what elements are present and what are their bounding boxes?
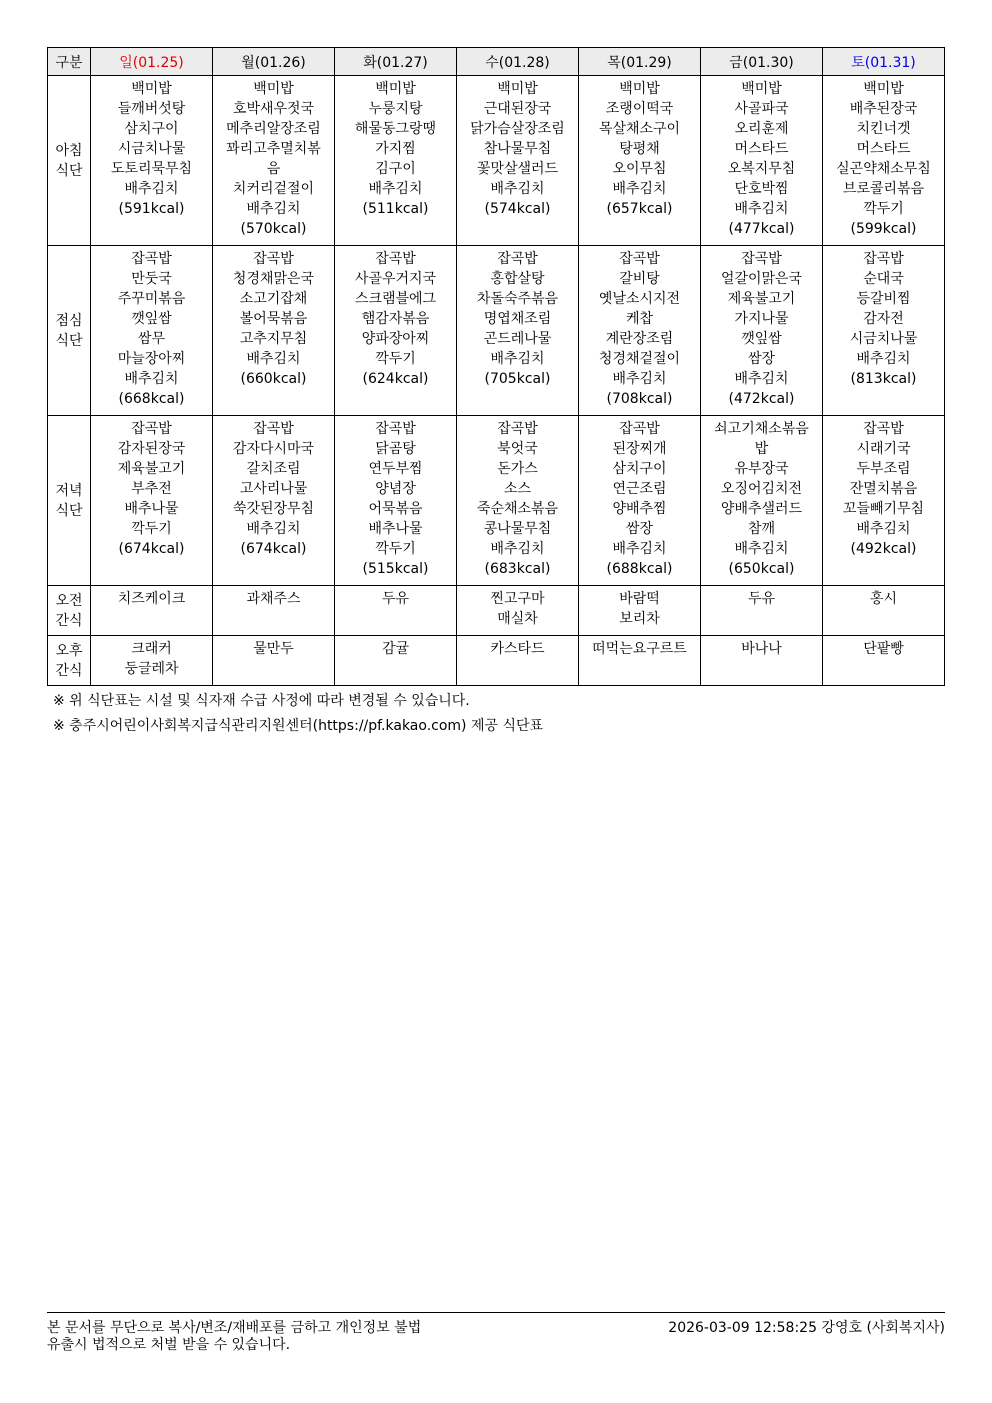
note-line: ※ 충주시어린이사회복지급식관리지원센터(https://pf.kakao.com) 제공 식단표 — [53, 718, 544, 734]
day-header-sun: 일(01.25) — [91, 48, 213, 76]
menu-cell-dinner-fri — [701, 416, 823, 586]
row-label-text: 저녁 — [55, 482, 83, 499]
menu-item: (668kcal) — [118, 391, 185, 407]
menu-item: 홍합살탕 — [490, 271, 545, 287]
menu-item: (650kcal) — [728, 561, 795, 577]
menu-item: 죽순채소볶음 — [476, 501, 559, 517]
menu-item: 감자된장국 — [117, 441, 186, 457]
menu-cell-afternoon-snack-wed — [457, 636, 579, 686]
menu-item: 감귤 — [381, 641, 410, 657]
menu-item: 볼어묵볶음 — [239, 311, 308, 327]
menu-cell-dinner-thu — [579, 416, 701, 586]
menu-item: 과채주스 — [246, 591, 301, 607]
menu-item: 참깨 — [747, 521, 776, 537]
menu-cell-afternoon-snack-thu — [579, 636, 701, 686]
menu-item: 감자전 — [863, 311, 904, 327]
menu-cell-morning-snack-thu — [579, 586, 701, 636]
menu-cell-lunch-sun — [91, 246, 213, 416]
menu-item: 단팥빵 — [863, 641, 904, 657]
menu-item: (660kcal) — [240, 371, 307, 387]
menu-item: 오징어김치전 — [720, 481, 803, 497]
menu-item: 연두부찜 — [368, 461, 423, 477]
note-line: ※ 위 식단표는 시설 및 식자재 수급 사정에 따라 변경될 수 있습니다. — [53, 693, 470, 709]
menu-item: (472kcal) — [728, 391, 795, 407]
menu-item: 백미밥 — [375, 81, 416, 97]
menu-item: 깍두기 — [863, 201, 904, 217]
row-breakfast — [48, 76, 945, 246]
menu-item: 잡곡밥 — [131, 421, 172, 437]
menu-cell-afternoon-snack-fri — [701, 636, 823, 686]
menu-item: 참나물무침 — [483, 141, 552, 157]
menu-cell-lunch-fri — [701, 246, 823, 416]
menu-cell-lunch-thu — [579, 246, 701, 416]
menu-item: 깍두기 — [375, 541, 416, 557]
menu-item: (683kcal) — [484, 561, 551, 577]
menu-item: 배추나물 — [368, 521, 423, 537]
menu-item: 실곤약채소무침 — [836, 161, 931, 177]
menu-item: 배추김치 — [856, 351, 911, 367]
menu-cell-lunch-mon — [213, 246, 335, 416]
menu-item: 배추된장국 — [849, 101, 918, 117]
menu-item: 쑥갓된장무침 — [232, 501, 315, 517]
menu-item: 오이무침 — [612, 161, 667, 177]
menu-item: 감자다시마국 — [232, 441, 315, 457]
row-label-morning-snack — [48, 586, 91, 636]
menu-item: 갈비탕 — [619, 271, 660, 287]
menu-item: 배추김치 — [612, 541, 667, 557]
menu-item: (674kcal) — [240, 541, 307, 557]
menu-item: 잡곡밥 — [253, 251, 294, 267]
menu-cell-afternoon-snack-tue — [335, 636, 457, 686]
menu-item: (477kcal) — [728, 221, 795, 237]
menu-item: 백미밥 — [619, 81, 660, 97]
row-label-text: 간식 — [55, 612, 83, 629]
menu-item: (515kcal) — [362, 561, 429, 577]
menu-item: 배추김치 — [612, 371, 667, 387]
menu-item: 치킨너겟 — [856, 121, 911, 137]
row-label-text: 식단 — [55, 162, 83, 179]
menu-item: 두유 — [381, 591, 410, 607]
menu-item: 백미밥 — [253, 81, 294, 97]
menu-item: 청경채맑은국 — [232, 271, 315, 287]
menu-item: 배추김치 — [734, 541, 789, 557]
menu-item: 둥글레차 — [124, 661, 179, 677]
menu-item: 북엇국 — [497, 441, 538, 457]
menu-item: 배추김치 — [734, 371, 789, 387]
menu-cell-morning-snack-sun — [91, 586, 213, 636]
menu-cell-breakfast-sat — [823, 76, 945, 246]
menu-cell-morning-snack-fri — [701, 586, 823, 636]
menu-cell-afternoon-snack-mon — [213, 636, 335, 686]
menu-item: 잔멸치볶음 — [849, 481, 918, 497]
row-label-breakfast — [48, 76, 91, 246]
menu-cell-morning-snack-sat — [823, 586, 945, 636]
row-label-text: 아침 — [55, 142, 83, 159]
menu-item: 잡곡밥 — [619, 251, 660, 267]
menu-item: 근대된장국 — [483, 101, 552, 117]
row-label-afternoon-snack — [48, 636, 91, 686]
menu-item: 잡곡밥 — [741, 251, 782, 267]
menu-item: (657kcal) — [606, 201, 673, 217]
menu-item: 시금치나물 — [117, 141, 186, 157]
menu-cell-lunch-wed — [457, 246, 579, 416]
menu-item: 바람떡 — [619, 591, 660, 607]
menu-item: 김구이 — [375, 161, 416, 177]
menu-item: 시래기국 — [856, 441, 911, 457]
menu-cell-dinner-tue — [335, 416, 457, 586]
menu-cell-morning-snack-wed — [457, 586, 579, 636]
day-header-thu: 목(01.29) — [579, 48, 701, 76]
menu-item: 백미밥 — [497, 81, 538, 97]
menu-item: 물만두 — [253, 641, 294, 657]
row-lunch — [48, 246, 945, 416]
menu-cell-breakfast-sun — [91, 76, 213, 246]
menu-item: 등갈비찜 — [856, 291, 911, 307]
menu-item: 백미밥 — [741, 81, 782, 97]
menu-item: 배추나물 — [124, 501, 179, 517]
footer-divider — [47, 1312, 945, 1313]
menu-item: (674kcal) — [118, 541, 185, 557]
menu-item: 매실차 — [497, 611, 538, 627]
footer-timestamp: 2026-03-09 12:58:25 강영호 (사회복지사) — [668, 1320, 945, 1336]
footer-disclaimer — [47, 1320, 421, 1354]
menu-cell-breakfast-mon — [213, 76, 335, 246]
menu-item: 카스타드 — [490, 641, 545, 657]
menu-cell-afternoon-snack-sat — [823, 636, 945, 686]
menu-item: 떠먹는요구르트 — [592, 641, 687, 657]
menu-item: 홍시 — [869, 591, 898, 607]
menu-item: 어묵볶음 — [368, 501, 423, 517]
menu-item: 주꾸미볶음 — [117, 291, 186, 307]
menu-cell-breakfast-wed — [457, 76, 579, 246]
menu-item: 양파장아찌 — [361, 331, 430, 347]
meal-plan-table — [47, 47, 945, 686]
menu-item: (599kcal) — [850, 221, 917, 237]
menu-item: (574kcal) — [484, 201, 551, 217]
menu-item: 깻잎쌈 — [131, 311, 172, 327]
menu-item: 사골우거지국 — [354, 271, 437, 287]
menu-item: (813kcal) — [850, 371, 917, 387]
menu-item: 갈치조림 — [246, 461, 301, 477]
menu-item: 깻잎쌈 — [741, 331, 782, 347]
menu-item: 두부조림 — [856, 461, 911, 477]
menu-item: (492kcal) — [850, 541, 917, 557]
menu-item: 가지찜 — [375, 141, 416, 157]
menu-item: 제육불고기 — [117, 461, 186, 477]
menu-item: (511kcal) — [362, 201, 429, 217]
menu-cell-morning-snack-mon — [213, 586, 335, 636]
row-afternoon-snack — [48, 636, 945, 686]
menu-item: 고추지무침 — [239, 331, 308, 347]
row-label-text: 식단 — [55, 502, 83, 519]
menu-item: 배추김치 — [246, 201, 301, 217]
row-label-dinner — [48, 416, 91, 586]
menu-cell-morning-snack-tue — [335, 586, 457, 636]
menu-item: 된장찌개 — [612, 441, 667, 457]
day-header-tue: 화(01.27) — [335, 48, 457, 76]
menu-item: 해물동그랑땡 — [354, 121, 437, 137]
menu-item: 잡곡밥 — [497, 251, 538, 267]
menu-item: 탕평채 — [619, 141, 660, 157]
menu-item: 삼치구이 — [612, 461, 667, 477]
menu-item: 단호박찜 — [734, 181, 789, 197]
menu-item: 청경채겉절이 — [598, 351, 681, 367]
menu-item: 배추김치 — [246, 521, 301, 537]
menu-item: 두유 — [747, 591, 776, 607]
menu-cell-dinner-sun — [91, 416, 213, 586]
menu-cell-breakfast-fri — [701, 76, 823, 246]
menu-item: 배추김치 — [734, 201, 789, 217]
menu-item: 제육불고기 — [727, 291, 796, 307]
menu-item: 깍두기 — [375, 351, 416, 367]
menu-item: 명엽채조림 — [483, 311, 552, 327]
menu-item: 배추김치 — [612, 181, 667, 197]
menu-item: 소스 — [503, 481, 532, 497]
menu-item: 계란장조림 — [605, 331, 674, 347]
menu-item: 삼치구이 — [124, 121, 179, 137]
menu-item: 백미밥 — [131, 81, 172, 97]
menu-item: 배추김치 — [490, 181, 545, 197]
menu-item: 시금치나물 — [849, 331, 918, 347]
menu-item: 도토리묵무침 — [110, 161, 193, 177]
menu-item: 꽃맛살샐러드 — [476, 161, 559, 177]
menu-item: 부추전 — [131, 481, 172, 497]
menu-item: 쌈장 — [625, 521, 654, 537]
notes — [53, 689, 543, 739]
menu-cell-dinner-sat — [823, 416, 945, 586]
menu-item: 꽈리고추멸치볶 — [226, 141, 321, 157]
menu-item: (624kcal) — [362, 371, 429, 387]
menu-item: 양념장 — [375, 481, 416, 497]
menu-item: 곤드레나물 — [483, 331, 552, 347]
menu-item: 배추김치 — [856, 521, 911, 537]
menu-cell-lunch-tue — [335, 246, 457, 416]
menu-item: 크래커 — [131, 641, 172, 657]
menu-cell-breakfast-tue — [335, 76, 457, 246]
menu-item: 오복지무침 — [727, 161, 796, 177]
menu-item: 얼갈이맑은국 — [720, 271, 803, 287]
menu-item: 머스타드 — [734, 141, 789, 157]
menu-item: 잡곡밥 — [497, 421, 538, 437]
menu-item: 스크램블에그 — [354, 291, 437, 307]
menu-item: 잡곡밥 — [253, 421, 294, 437]
menu-item: 만둣국 — [131, 271, 172, 287]
menu-item: 브로콜리볶음 — [842, 181, 925, 197]
menu-item: 배추김치 — [246, 351, 301, 367]
menu-item: (705kcal) — [484, 371, 551, 387]
menu-item: 잡곡밥 — [863, 251, 904, 267]
row-label-text: 오후 — [55, 642, 83, 659]
menu-item: 누룽지탕 — [368, 101, 423, 117]
menu-item: 깍두기 — [131, 521, 172, 537]
row-dinner — [48, 416, 945, 586]
menu-item: 밥 — [754, 441, 769, 457]
menu-item: 마늘장아찌 — [117, 351, 186, 367]
menu-item: 메추리알장조림 — [226, 121, 321, 137]
menu-item: 돈가스 — [497, 461, 538, 477]
menu-item: 배추김치 — [490, 351, 545, 367]
menu-item: 햄감자볶음 — [361, 311, 430, 327]
menu-item: 쌈무 — [137, 331, 166, 347]
menu-item: 콩나물무침 — [483, 521, 552, 537]
menu-item: 가지나물 — [734, 311, 789, 327]
day-header-wed: 수(01.28) — [457, 48, 579, 76]
menu-item: 닭가슴살장조림 — [470, 121, 565, 137]
menu-item: 꼬들빼기무침 — [842, 501, 925, 517]
day-header-mon: 월(01.26) — [213, 48, 335, 76]
menu-item: 음 — [266, 161, 281, 177]
row-label-text: 점심 — [55, 312, 83, 329]
menu-item: 배추김치 — [124, 371, 179, 387]
table-header-row — [48, 48, 945, 76]
menu-item: 쇠고기채소볶음 — [714, 421, 809, 437]
menu-item: 바나나 — [741, 641, 782, 657]
menu-item: 오리훈제 — [734, 121, 789, 137]
menu-item: 배추김치 — [124, 181, 179, 197]
menu-item: 순대국 — [863, 271, 904, 287]
menu-cell-lunch-sat — [823, 246, 945, 416]
menu-item: 케찹 — [625, 311, 654, 327]
menu-item: 배추김치 — [490, 541, 545, 557]
header-label: 구분 — [48, 48, 91, 76]
menu-item: 조랭이떡국 — [605, 101, 674, 117]
menu-item: 잡곡밥 — [131, 251, 172, 267]
menu-item: 백미밥 — [863, 81, 904, 97]
menu-item: 연근조림 — [612, 481, 667, 497]
menu-item: 잡곡밥 — [375, 251, 416, 267]
menu-item: 잡곡밥 — [375, 421, 416, 437]
menu-item: 닭곰탕 — [375, 441, 416, 457]
menu-item: (570kcal) — [240, 221, 307, 237]
menu-cell-dinner-mon — [213, 416, 335, 586]
menu-item: 유부장국 — [734, 461, 789, 477]
menu-item: 잡곡밥 — [863, 421, 904, 437]
menu-cell-afternoon-snack-sun — [91, 636, 213, 686]
row-label-text: 간식 — [55, 662, 83, 679]
menu-item: 보리차 — [619, 611, 660, 627]
row-label-text: 오전 — [55, 592, 83, 609]
footer-disclaimer-line: 본 문서를 무단으로 복사/변조/재배포를 금하고 개인정보 불법 — [47, 1320, 422, 1336]
day-header-fri: 금(01.30) — [701, 48, 823, 76]
menu-cell-breakfast-thu — [579, 76, 701, 246]
day-header-sat: 토(01.31) — [823, 48, 945, 76]
menu-item: 소고기잡채 — [239, 291, 308, 307]
menu-item: 사골파국 — [734, 101, 789, 117]
menu-item: 잡곡밥 — [619, 421, 660, 437]
menu-item: 고사리나물 — [239, 481, 308, 497]
menu-item: 목살채소구이 — [598, 121, 681, 137]
menu-item: 호박새우젓국 — [232, 101, 315, 117]
menu-item: 양배추찜 — [612, 501, 667, 517]
menu-item: 옛날소시지전 — [598, 291, 681, 307]
menu-item: 쌈장 — [747, 351, 776, 367]
menu-item: 치즈케이크 — [117, 591, 186, 607]
menu-item: (591kcal) — [118, 201, 185, 217]
menu-item: 머스타드 — [856, 141, 911, 157]
row-morning-snack — [48, 586, 945, 636]
menu-item: 들깨버섯탕 — [117, 101, 186, 117]
menu-cell-dinner-wed — [457, 416, 579, 586]
row-label-text: 식단 — [55, 332, 83, 349]
menu-item: 찐고구마 — [490, 591, 545, 607]
menu-item: 치커리겉절이 — [232, 181, 315, 197]
menu-item: 차돌숙주볶음 — [476, 291, 559, 307]
menu-item: 배추김치 — [368, 181, 423, 197]
row-label-lunch — [48, 246, 91, 416]
menu-item: (688kcal) — [606, 561, 673, 577]
footer-disclaimer-line: 유출시 법적으로 처벌 받을 수 있습니다. — [47, 1337, 291, 1353]
menu-item: 양배추샐러드 — [720, 501, 803, 517]
menu-item: (708kcal) — [606, 391, 673, 407]
